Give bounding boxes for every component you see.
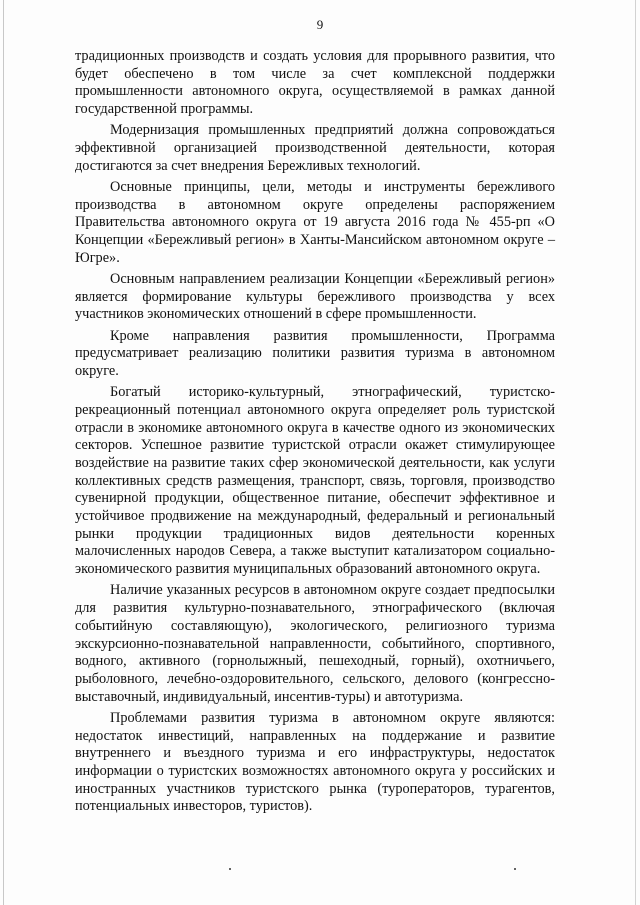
paragraph-continuation: традиционных производств и создать условия для прорывного развития, что будет обеспечено в том числе за счет комплексной поддержки промышленности автономного округа, осуществляемой в рамках данной государственной программы.: [75, 48, 555, 118]
scan-edge-right: [635, 0, 636, 905]
paragraph-lean-principles: Основные принципы, цели, методы и инструменты бережливого производства в автономном округе определены распоряжением Правительства автономного округа от 19 августа 2016 года № 455-рп «О Концепции «Бережливый регион» в Ханты-Мансийском автономном округе – Югре».: [75, 178, 555, 266]
scan-edge-left: [3, 0, 4, 905]
page-number: 9: [316, 17, 324, 32]
scan-speck: [229, 868, 231, 870]
paragraph-modernization: Модернизация промышленных предприятий должна сопровождаться эффективной организацией производственной деятельности, которая достигаются за счет внедрения Бережливых технологий.: [75, 122, 555, 174]
paragraph-tourism-resources: Наличие указанных ресурсов в автономном округе создает предпосылки для развития культурно-познавательного, этнографического (включая событийную составляющую), экологического, религиозного туризма экскурсионно-познавательной направленности, событийного, спортивного, водного, активного (горнолыжный, пешеходный, горный), охотничьего, рыболовного, лечебно-оздоровительного, сельского, делового (конгрессно-выставочный, индивидуальный, инсентив-туры) и автотуризма.: [75, 582, 555, 705]
paragraph-tourism-policy: Кроме направления развития промышленности, Программа предусматривает реализацию политики развития туризма в автономном округе.: [75, 327, 555, 379]
paragraph-lean-region: Основным направлением реализации Концепции «Бережливый регион» является формирование культуры бережливого производства у всех участников экономических отношений в сфере промышленности.: [75, 270, 555, 323]
document-body: [75, 48, 555, 820]
paragraph-tourism-problems: Проблемами развития туризма в автономном округе являются: недостаток инвестиций, направленных на поддержание и развитие внутреннего и въездного туризма и его инфраструктуры, недостаток информации о туристских возможностях автономного округа у российских и иностранных участников туристского рынка (туроператоров, турагентов, потенциальных инвесторов, туристов).: [75, 709, 555, 815]
paragraph-tourism-potential: Богатый историко-культурный, этнографический, туристско-рекреационный потенциал автономного округа определяет роль туристской отрасли в экономике автономного округа в качестве одного из экономических секторов. Успешное развитие туристской отрасли окажет стимулирующее воздействие на развитие таких сфер экономической деятельности, как услуги коллективных средств размещения, транспорт, связь, торговля, производство сувенирной продукции, общественное питание, обеспечит эффективное и устойчивое продвижение на международный, федеральный и региональный рынки продукции традиционных видов деятельности коренных малочисленных народов Севера, а также выступит катализатором социально-экономического развития муниципальных образований автономного округа.: [75, 384, 555, 578]
scan-speck: [514, 868, 516, 870]
